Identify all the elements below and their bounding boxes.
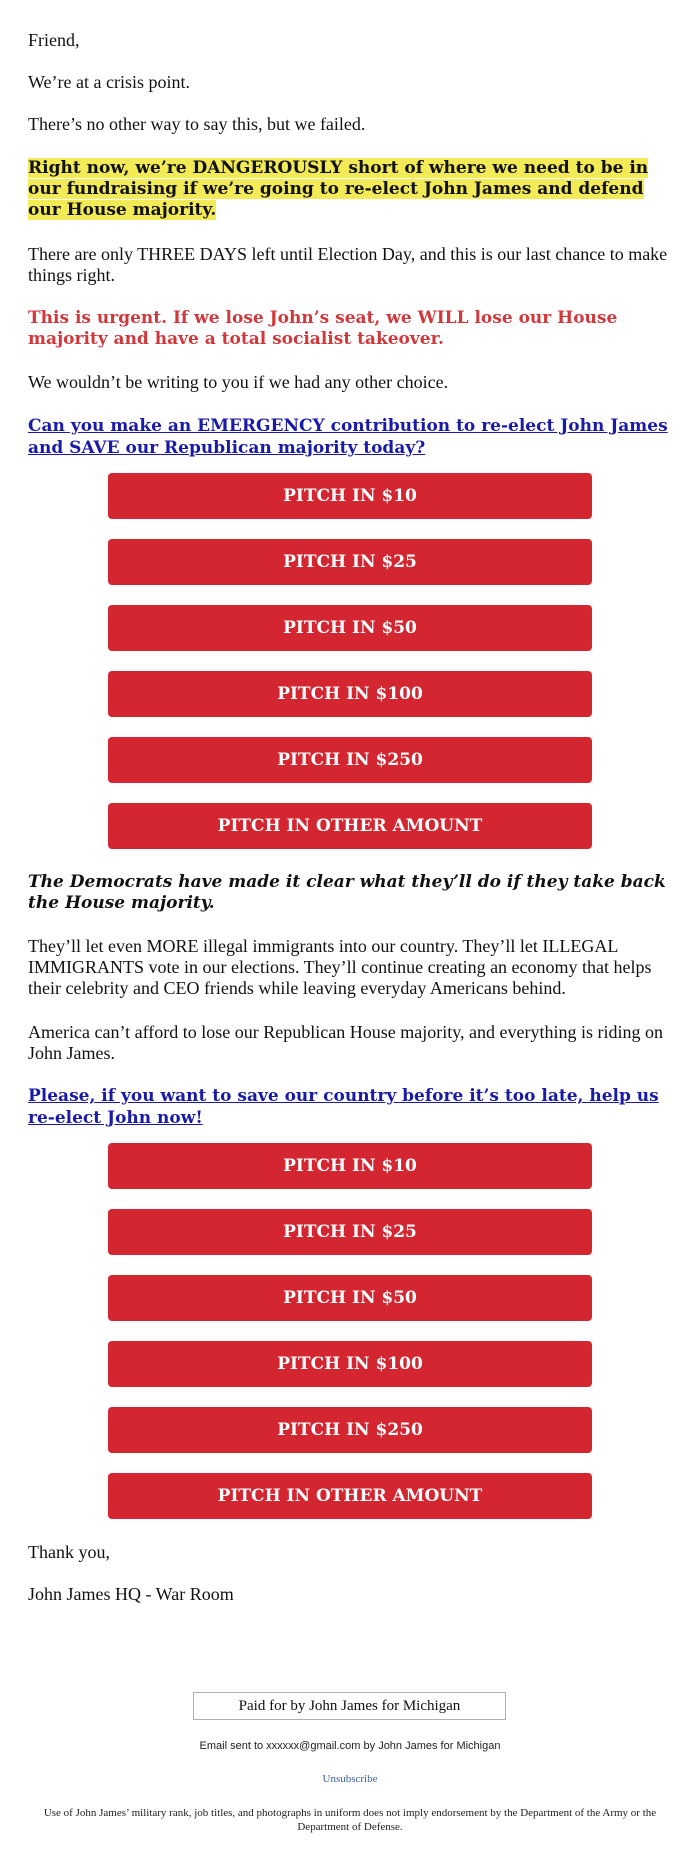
cta-paragraph-2 bbox=[28, 1085, 673, 1129]
thanks: Thank you, bbox=[28, 1542, 110, 1562]
pitch-in-100-button[interactable]: PITCH IN $100 bbox=[108, 1341, 592, 1387]
paragraph-failed: There’s no other way to say this, but we failed. bbox=[28, 114, 366, 134]
pitch-in-250-button[interactable]: PITCH IN $250 bbox=[108, 1407, 592, 1453]
pitch-in-100-button[interactable]: PITCH IN $100 bbox=[108, 671, 592, 717]
military-disclaimer: Use of John James’ military rank, job titles, and photographs in uniform does not imply endorsement by the Department of the Army or the Department of Defense. bbox=[43, 1807, 657, 1833]
cta-paragraph-1 bbox=[28, 415, 673, 459]
paragraph-majority: America can’t afford to lose our Republican House majority, and everything is riding on John James. bbox=[28, 1022, 664, 1063]
pitch-in-50-button[interactable]: PITCH IN $50 bbox=[108, 1275, 592, 1321]
pitch-in-50-button[interactable]: PITCH IN $50 bbox=[108, 605, 592, 651]
sent-to-line: Email sent to xxxxxx@gmail.com by John James for Michigan bbox=[199, 1740, 501, 1752]
pitch-in-25-button[interactable]: PITCH IN $25 bbox=[108, 1209, 592, 1255]
emergency-contribution-link[interactable]: Can you make an EMERGENCY contribution to re-elect John James and SAVE our Republican majority today? bbox=[28, 416, 668, 458]
urgent-paragraph: This is urgent. If we lose John’s seat, we WILL lose our House majority and have a total socialist takeover. bbox=[28, 308, 618, 349]
paragraph-three-days: There are only THREE DAYS left until Election Day, and this is our last chance to make things right. bbox=[28, 244, 668, 285]
pitch-in-250-button[interactable]: PITCH IN $250 bbox=[108, 737, 592, 783]
pitch-in-other-amount-button[interactable]: PITCH IN OTHER AMOUNT bbox=[108, 1473, 592, 1519]
paragraph-immigrants: They’ll let even MORE illegal immigrants into our country. They’ll let ILLEGAL IMMIGRANTS vote in our elections. They’ll continue creating an economy that helps their celebrity and CEO friends while leaving everyday Americans behind. bbox=[28, 936, 652, 998]
highlight-text: Right now, we’re DANGEROUSLY short of where we need to be in our fundraising if we’re going to re-elect John James and defend our House majority. bbox=[28, 158, 649, 220]
italic-heading: The Democrats have made it clear what they’ll do if they take back the House majority. bbox=[28, 872, 666, 913]
paragraph-crisis: We’re at a crisis point. bbox=[28, 72, 190, 92]
highlighted-paragraph bbox=[28, 158, 673, 221]
save-country-link[interactable]: Please, if you want to save our country before it’s too late, help us re-elect John now! bbox=[28, 1086, 659, 1128]
signature: John James HQ - War Room bbox=[28, 1584, 234, 1604]
unsubscribe-row bbox=[0, 1773, 700, 1785]
pitch-in-25-button[interactable]: PITCH IN $25 bbox=[108, 539, 592, 585]
unsubscribe-link[interactable]: Unsubscribe bbox=[322, 1773, 378, 1785]
paid-for-disclaimer: Paid for by John James for Michigan bbox=[193, 1692, 506, 1720]
pitch-in-other-amount-button[interactable]: PITCH IN OTHER AMOUNT bbox=[108, 803, 592, 849]
pitch-in-10-button[interactable]: PITCH IN $10 bbox=[108, 1143, 592, 1189]
greeting: Friend, bbox=[28, 30, 80, 50]
pitch-in-10-button[interactable]: PITCH IN $10 bbox=[108, 473, 592, 519]
paragraph-no-choice: We wouldn’t be writing to you if we had any other choice. bbox=[28, 372, 449, 392]
